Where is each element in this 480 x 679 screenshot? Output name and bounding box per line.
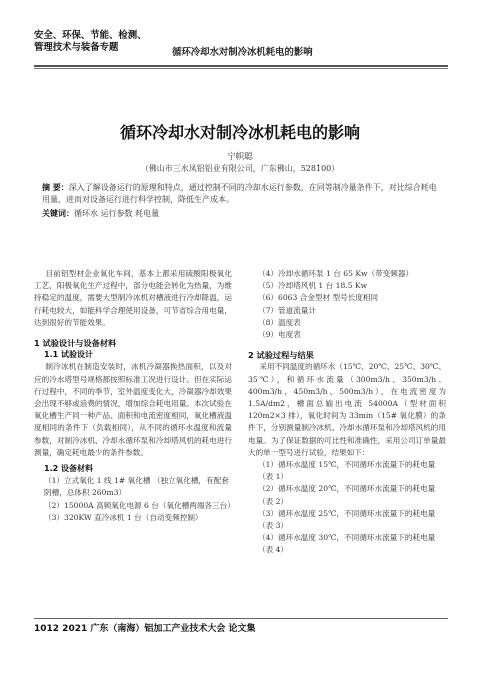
- design-paragraph: 制冷冰机在制造安装时，冰机冷凝器换热面积，以及对应的冷水塔型号规格都按照标准工况进行设计。但在实际运行过程中，不同的季节，室外温度变化大，冷凝器冷却效果会出现不够或浪费的情况，增加综合耗电用量。本次试验在氧化槽生产同一种产品、面积和电流密度相同，氧化槽液温度相同的条件下（负载相同），从不同的循环水温度和流量参数，对制冷冰机、冷却水循环泵和冷却塔风机的耗电进行测量，确定耗电最少的条件参数。: [34, 362, 232, 457]
- equipment-item: （2）15000A 高频氧化电源 6 台（氧化槽两端各三台）: [44, 500, 235, 510]
- equipment-item: （7）管道流量计: [258, 305, 316, 315]
- affiliation: （佛山市三水凤铝铝业有限公司，广东佛山，528100）: [140, 164, 340, 173]
- abstract-label: 摘 要：: [42, 183, 69, 192]
- right-column: [248, 268, 446, 557]
- table-reference: （4）循环水温度 30℃，不同循环水流量下的耗电量（表 4）: [258, 533, 436, 555]
- keywords: [42, 208, 442, 219]
- equipment-item: （8）温度表: [258, 317, 301, 327]
- running-title: 循环冷却水对制冷冰机耗电的影响: [172, 47, 313, 58]
- equipment-item: （1）立式氧化 1 线 1# 氧化槽 （独立氧化槽，有配套阴槽，总体积 260m3）: [44, 476, 229, 498]
- header-rule-thin: [34, 68, 448, 69]
- intro-paragraph: 目前铝型材企业氧化车间，基本上都采用硫酸阳极氧化工艺，阳极氧化生产过程中，部分电能会转化为热量，为维持稳定的温度，需要大型制冷冰机对槽液进行冷却降温，运行耗电较大，如能科学合理使用设备，可节省综合用电量，达到很好的节能效果。: [34, 269, 232, 327]
- keywords-label: 关键词：: [42, 209, 74, 218]
- page-footer: 1012 2021 广东（南海）铝加工产业技术大会 论文集: [34, 624, 256, 634]
- table-reference: （1）循环水温度 15℃，不同循环水流量下的耗电量（表 1）: [258, 460, 436, 482]
- section-label: [34, 30, 154, 54]
- left-column: [34, 268, 235, 524]
- section-heading-2: 2 试验过程与结果: [248, 350, 314, 361]
- equipment-item: （3）320KW 直冷冰机 1 台（自动变频控制）: [44, 512, 203, 522]
- section-heading-1: 1 试验设计与设备材料: [34, 338, 117, 349]
- abstract: [42, 182, 442, 206]
- footer-rule: [34, 618, 448, 619]
- abstract-text: 深入了解设备运行的原理和特点，通过控制不同的冷却水运行参数，在同等制冷量条件下，对比综合耗电用量，进而对设备运行进行科学控制，降低生产成本。: [42, 183, 437, 204]
- author: 宁帜聪: [227, 152, 253, 162]
- equipment-item: （9）电度表: [258, 330, 301, 340]
- equipment-item: （4）冷却水循环泵 1 台 65 Kw（带变频器）: [258, 269, 414, 278]
- subsection-heading-1-2: 1.2 设备材料: [44, 464, 93, 474]
- subsection-heading-1-1: 1.1 试验设计: [44, 350, 93, 360]
- table-reference: （2）循环水温度 20℃，不同循环水流量下的耗电量（表 2）: [258, 484, 436, 506]
- paper-title: 循环冷却水对制冷冰机耗电的影响: [119, 123, 360, 142]
- header-rule: [34, 65, 448, 67]
- equipment-item: （5）冷却塔风机 1 台 18.5 Kw: [258, 281, 368, 291]
- section-label-line1: 安全、环保、节能、检测、: [34, 30, 147, 41]
- running-header: [34, 30, 448, 66]
- process-paragraph: 采用不同温度的循环水（15℃、20℃、25℃、30℃、35℃），和循环水流量（300m3/h、350m3/h、400m3/h、450m3/h、500m3/h），在电流密度为 1.5A/dm2，槽面总输出电流 54000A（型材面积 120m2×3 排），氧化时间为 33min（15# 氧化膜）的条件下，分别测量制冷冰机、冷却水循环泵和冷却塔风机的用电量。为了保证数据的可比性和准确性，采用公司订单量最大的单一型号进行试验，结果如下：: [248, 362, 446, 457]
- section-label-line2: 管理技术与装备专题: [34, 42, 119, 53]
- keywords-text: 循环水 运行参数 耗电量: [74, 209, 160, 218]
- table-reference: （3）循环水温度 25℃，不同循环水流量下的耗电量（表 3）: [258, 508, 436, 531]
- equipment-item: （6）6063 合金型材 型号长度相同: [258, 293, 379, 303]
